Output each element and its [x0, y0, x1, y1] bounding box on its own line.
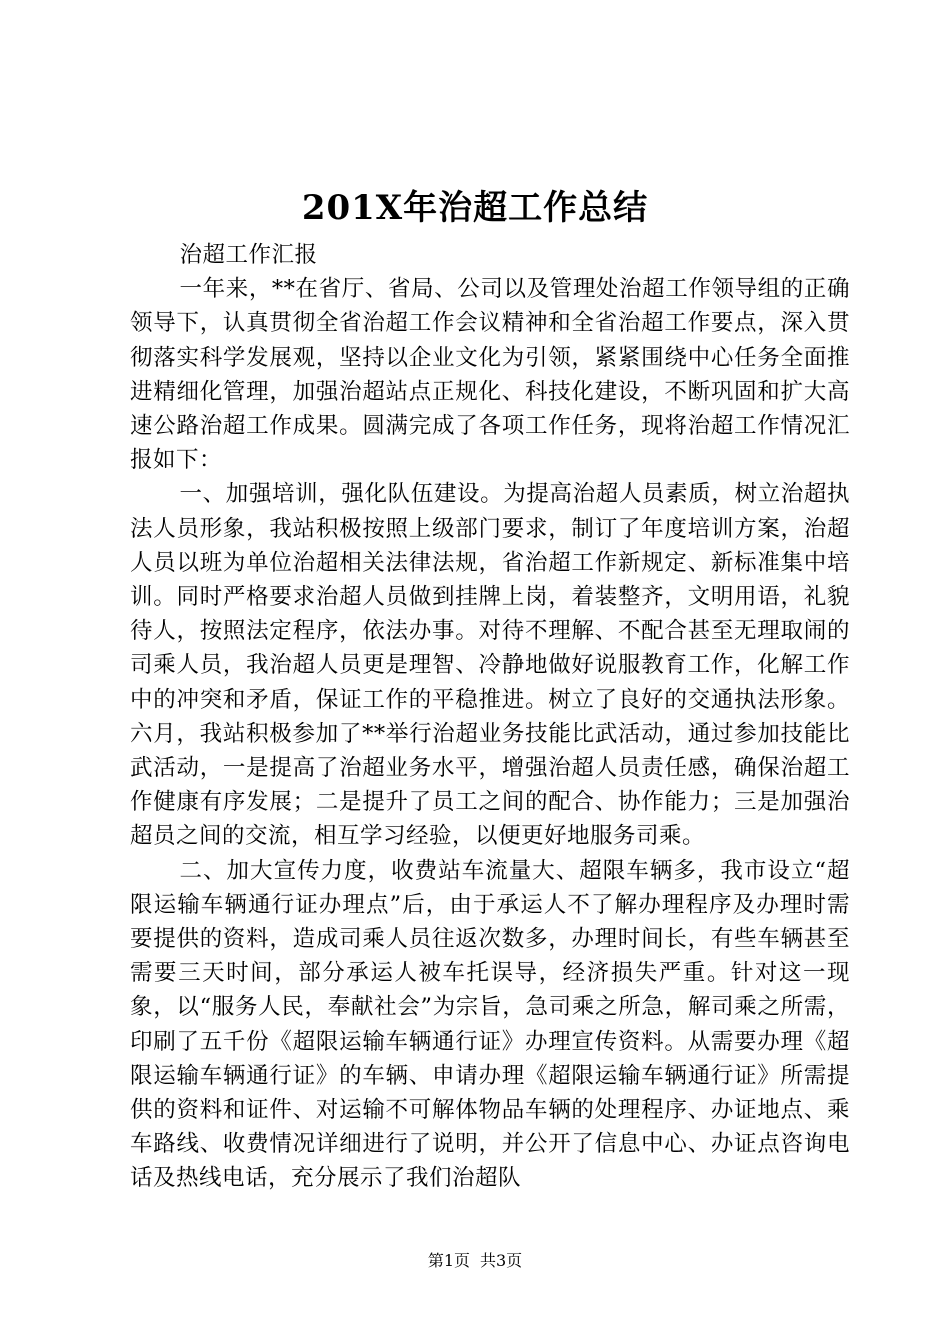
paragraph-subtitle: 治超工作汇报 — [179, 242, 318, 268]
paragraph-publicity: 二、加大宣传力度，收费站车流量大、超限车辆多，我市设立“超限运输车辆通行证办理点”后，由于承运人不了解办理程序及办理时需要提供的资料，造成司乘人员往返次数多，办理时间长，有些车辆甚至需要三天时间，部分承运人被车托误导，经济损失严重。针对这一现象，以“服务人民，奉献社会”为宗旨，急司乘之所急，解司乘之所需，印刷了五千份《超限运输车辆通行证》办理宣传资料。从需要办理《超限运输车辆通行证》的车辆、申请办理《超限运输车辆通行证》所需提供的资料和证件、对运输不可解体物品车辆的处理程序、办证地点、乘车路线、收费情况详细进行了说明，并公开了信息中心、办证点咨询电话及热线电话，充分展示了我们治超队 — [130, 857, 850, 1192]
paragraph-training: 一、加强培训，强化队伍建设。为提高治超人员素质，树立治超执法人员形象，我站积极按照上级部门要求，制订了年度培训方案，治超人员以班为单位治超相关法律法规，省治超工作新规定、新标准集中培训。同时严格要求治超人员做到挂牌上岗，着装整齐，文明用语，礼貌待人，按照法定程序，依法办事。对待不理解、不配合甚至无理取闹的司乘人员，我治超人员更是理智、冷静地做好说服教育工作，化解工作中的冲突和矛盾，保证工作的平稳推进。树立了良好的交通执法形象。六月，我站积极参加了**举行治超业务技能比武活动，通过参加技能比武活动，一是提高了治超业务水平，增强治超人员责任感，确保治超工作健康有序发展；二是提升了员工之间的配合、协作能力；三是加强治超员之间的交流，相互学习经验，以便更好地服务司乘。 — [130, 481, 850, 850]
page-number: 第1页 — [427, 1251, 470, 1270]
page-total: 共3页 — [480, 1251, 523, 1270]
document-body — [130, 238, 850, 1196]
page-footer — [0, 1250, 950, 1272]
document-title: 201X年治超工作总结 — [301, 188, 649, 228]
paragraph-intro: 一年来，**在省厅、省局、公司以及管理处治超工作领导组的正确领导下，认真贯彻全省治超工作会议精神和全省治超工作要点，深入贯彻落实科学发展观，坚持以企业文化为引领，紧紧围绕中心任务全面推进精细化管理，加强治超站点正规化、科技化建设，不断巩固和扩大高速公路治超工作成果。圆满完成了各项工作任务，现将治超工作情况汇报如下： — [130, 276, 850, 474]
